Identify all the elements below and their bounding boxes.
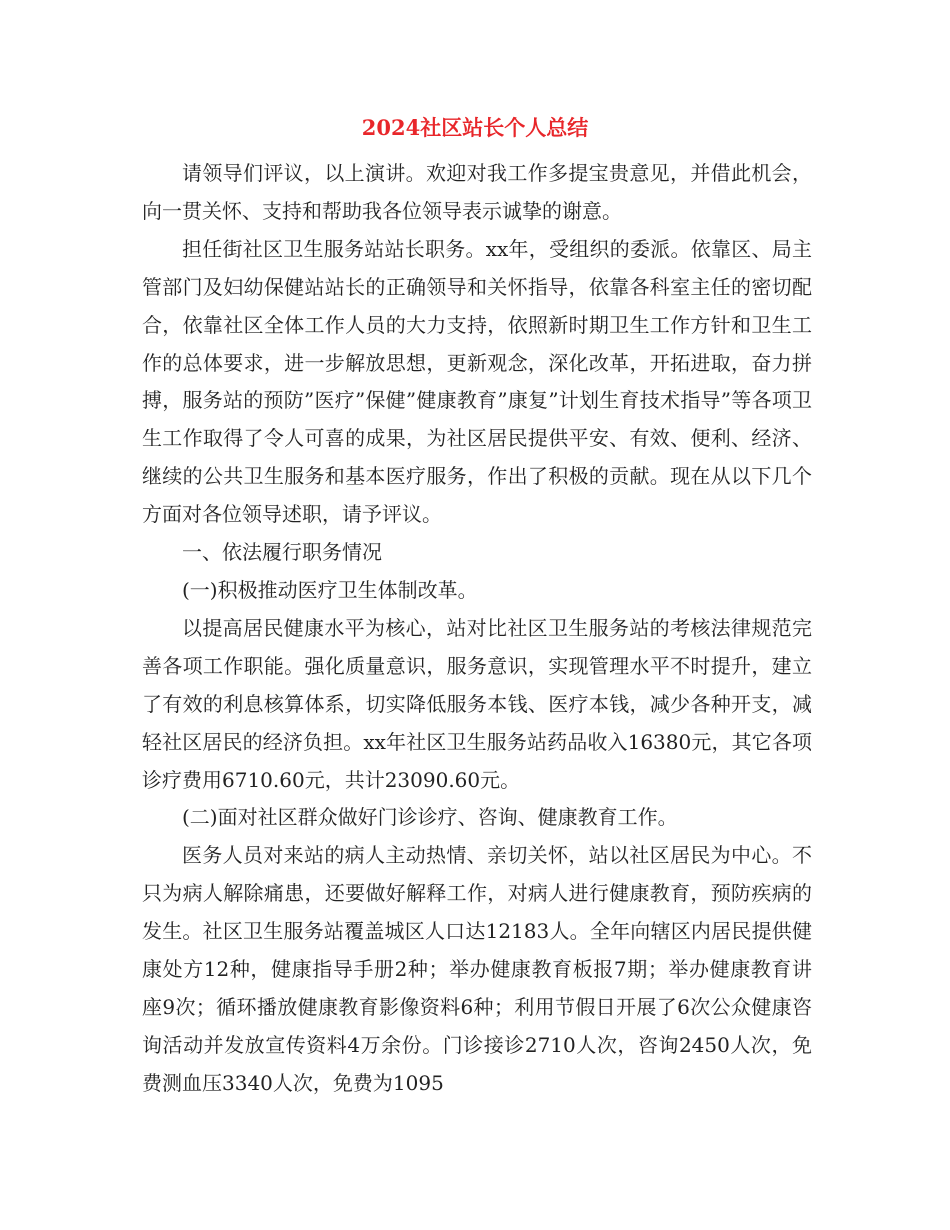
subsection-heading-outpatient: (二)面对社区群众做好门诊诊疗、咨询、健康教育工作。 xyxy=(182,805,678,830)
subsection-heading-reform: (一)积极推动医疗卫生体制改革。 xyxy=(182,577,478,602)
section-heading-duties: 一、依法履行职务情况 xyxy=(182,540,382,565)
document-title: 2024社区站长个人总结 xyxy=(361,115,589,140)
document-body xyxy=(142,155,812,1103)
paragraph-intro: 请领导们评议，以上演讲。欢迎对我工作多提宝贵意见，并借此机会，向一贯关怀、支持和帮助我各位领导表示诚挚的谢意。 xyxy=(142,161,812,223)
paragraph-appointment: 担任街社区卫生服务站站长职务。xx年，受组织的委派。依靠区、局主管部门及妇幼保健站站长的正确领导和关怀指导，依靠各科室主任的密切配合，依靠社区全体工作人员的大力支持，依照新时期卫生工作方针和卫生工作的总体要求，进一步解放思想，更新观念，深化改革，开拓进取，奋力拼搏，服务站的预防”医疗”保健”健康教育”康复”计划生育技术指导”等各项卫生工作取得了令人可喜的成果，为社区居民提供平安、有效、便利、经济、继续的公共卫生服务和基本医疗服务，作出了积极的贡献。现在从以下几个方面对各位领导述职，请予评议。 xyxy=(142,236,812,527)
paragraph-outpatient: 医务人员对来站的病人主动热情、亲切关怀，站以社区居民为中心。不只为病人解除痛患，还要做好解释工作，对病人进行健康教育，预防疾病的发生。社区卫生服务站覆盖城区人口达12183人。全年向辖区内居民提供健康处方12种，健康指导手册2种；举办健康教育板报7期；举办健康教育讲座9次；循环播放健康教育影像资料6种；利用节假日开展了6次公众健康咨询活动并发放宣传资料4万余份。门诊接诊2710人次，咨询2450人次，免费测血压3340人次，免费为1095 xyxy=(142,843,812,1095)
paragraph-reform: 以提高居民健康水平为核心，站对比社区卫生服务站的考核法律规范完善各项工作职能。强化质量意识，服务意识，实现管理水平不时提升，建立了有效的利息核算体系，切实降低服务本钱、医疗本钱，减少各种开支，减轻社区居民的经济负担。xx年社区卫生服务站药品收入16380元，其它各项诊疗费用6710.60元，共计23090.60元。 xyxy=(142,615,812,792)
